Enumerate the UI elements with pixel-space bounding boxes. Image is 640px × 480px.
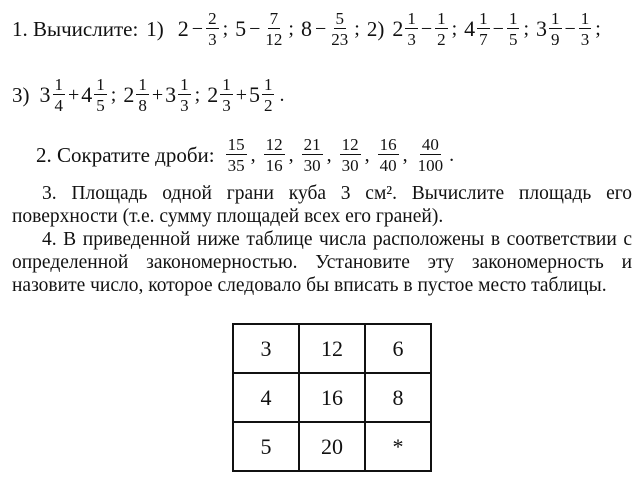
table-cell: 4 [233, 373, 299, 422]
fraction: $\frac{1}{7}$ [479, 9, 488, 49]
task3-text: 3. Площадь одной грани куба 3 см². Вычислите площадь его поверхности (т.е. сумму площадей всех его граней). [12, 183, 632, 227]
table-cell: 20 [299, 422, 365, 471]
fraction: $\frac{1}{9}$ [551, 9, 560, 49]
expr-3-2: 2 $\frac{1}{8}$ + 3 $\frac{1}{3}$ [123, 75, 189, 115]
fraction: $\frac{16}{40}$ [379, 135, 397, 175]
fraction: $\frac{1}{2}$ [263, 75, 273, 115]
fraction: $\frac{1}{8}$ [138, 75, 147, 115]
task1-line1: 1. Вычислите: 1) 2 − $\frac{2}{3}$ ; 5 − $\frac{7}{12}$ ; 8 − $\frac{5}{23}$ ; 2) 2 $\frac{1}{3}$ − $\frac{1}{2}$ ; 4 $\frac{1}{7}$ − $\frac{1}{5}$ ; 3 $\frac{1}{9}$ − $\frac{1}{3}$ ; [12, 9, 601, 49]
expr-1-1: 2 − $\frac{2}{3}$ [177, 9, 217, 49]
fraction: $\frac{1}{3}$ [407, 9, 416, 49]
fraction: $\frac{1}{5}$ [96, 75, 105, 115]
expr-2-1: 2 $\frac{1}{3}$ − $\frac{1}{2}$ [392, 9, 446, 49]
fraction: $\frac{21}{30}$ [303, 135, 321, 175]
task1-part3-label: 3) [12, 82, 30, 107]
task1-line2: 3) 3 $\frac{1}{4}$ + 4 $\frac{1}{5}$ ; 2 $\frac{1}{8}$ + 3 $\frac{1}{3}$ ; 2 $\frac{1}{3}$ + 5 $\frac{1}{2}$ . [12, 75, 285, 115]
expr-3-3: 2 $\frac{1}{3}$ + 5 $\frac{1}{2}$ [207, 75, 273, 115]
task1-part1-label: 1) [146, 16, 164, 41]
fraction: $\frac{2}{3}$ [208, 9, 217, 49]
task1-label: 1. Вычислите: [12, 16, 139, 41]
task2-line: 2. Сократите дроби: $\frac{15}{35}$ , $\frac{12}{16}$ , $\frac{21}{30}$ , $\frac{12}{30}$ , $\frac{16}{40}$ , $\frac{40}{100}$ . [36, 135, 455, 175]
fraction: $\frac{40}{100}$ [417, 135, 444, 175]
fraction: $\frac{15}{35}$ [227, 135, 245, 175]
fraction: $\frac{1}{5}$ [508, 9, 518, 49]
table-cell: 12 [299, 324, 365, 373]
table-cell: 16 [299, 373, 365, 422]
table-row [233, 422, 431, 471]
fraction: $\frac{7}{12}$ [265, 9, 283, 49]
table-row [233, 324, 431, 373]
expr-1-2: 5 − $\frac{7}{12}$ [235, 9, 283, 49]
table-row [233, 373, 431, 422]
task4-text: 4. В приведенной ниже таблице числа расположены в соответствии с определенной закономерностью. Установите эту закономерность и назовите число, которое следовало бы вписать в пустое место таблицы. [12, 229, 632, 296]
fraction: $\frac{1}{2}$ [437, 9, 446, 49]
expr-2-2: 4 $\frac{1}{7}$ − $\frac{1}{5}$ [464, 9, 518, 49]
task1-part2-label: 2) [366, 16, 385, 41]
fraction: $\frac{12}{16}$ [265, 135, 283, 175]
fraction: $\frac{1}{3}$ [580, 9, 590, 49]
fraction: $\frac{1}{3}$ [180, 75, 189, 115]
expr-3-1: 3 $\frac{1}{4}$ + 4 $\frac{1}{5}$ [39, 75, 105, 115]
fraction: $\frac{12}{30}$ [341, 135, 359, 175]
task4-paragraph [12, 228, 632, 297]
task2-label: 2. Сократите дроби: [36, 142, 215, 167]
fraction: $\frac{1}{3}$ [222, 75, 231, 115]
table-cell: 5 [233, 422, 299, 471]
fraction: $\frac{1}{4}$ [54, 75, 63, 115]
task3-paragraph [12, 182, 632, 228]
fraction: $\frac{5}{23}$ [331, 9, 349, 49]
pattern-table [232, 323, 432, 472]
expr-1-3: 8 − $\frac{5}{23}$ [300, 9, 349, 49]
table-cell: 3 [233, 324, 299, 373]
expr-2-3: 3 $\frac{1}{9}$ − $\frac{1}{3}$ [536, 9, 590, 49]
table-cell: 8 [365, 373, 431, 422]
table-cell: 6 [365, 324, 431, 373]
empty-cell-marker: * [365, 422, 431, 471]
